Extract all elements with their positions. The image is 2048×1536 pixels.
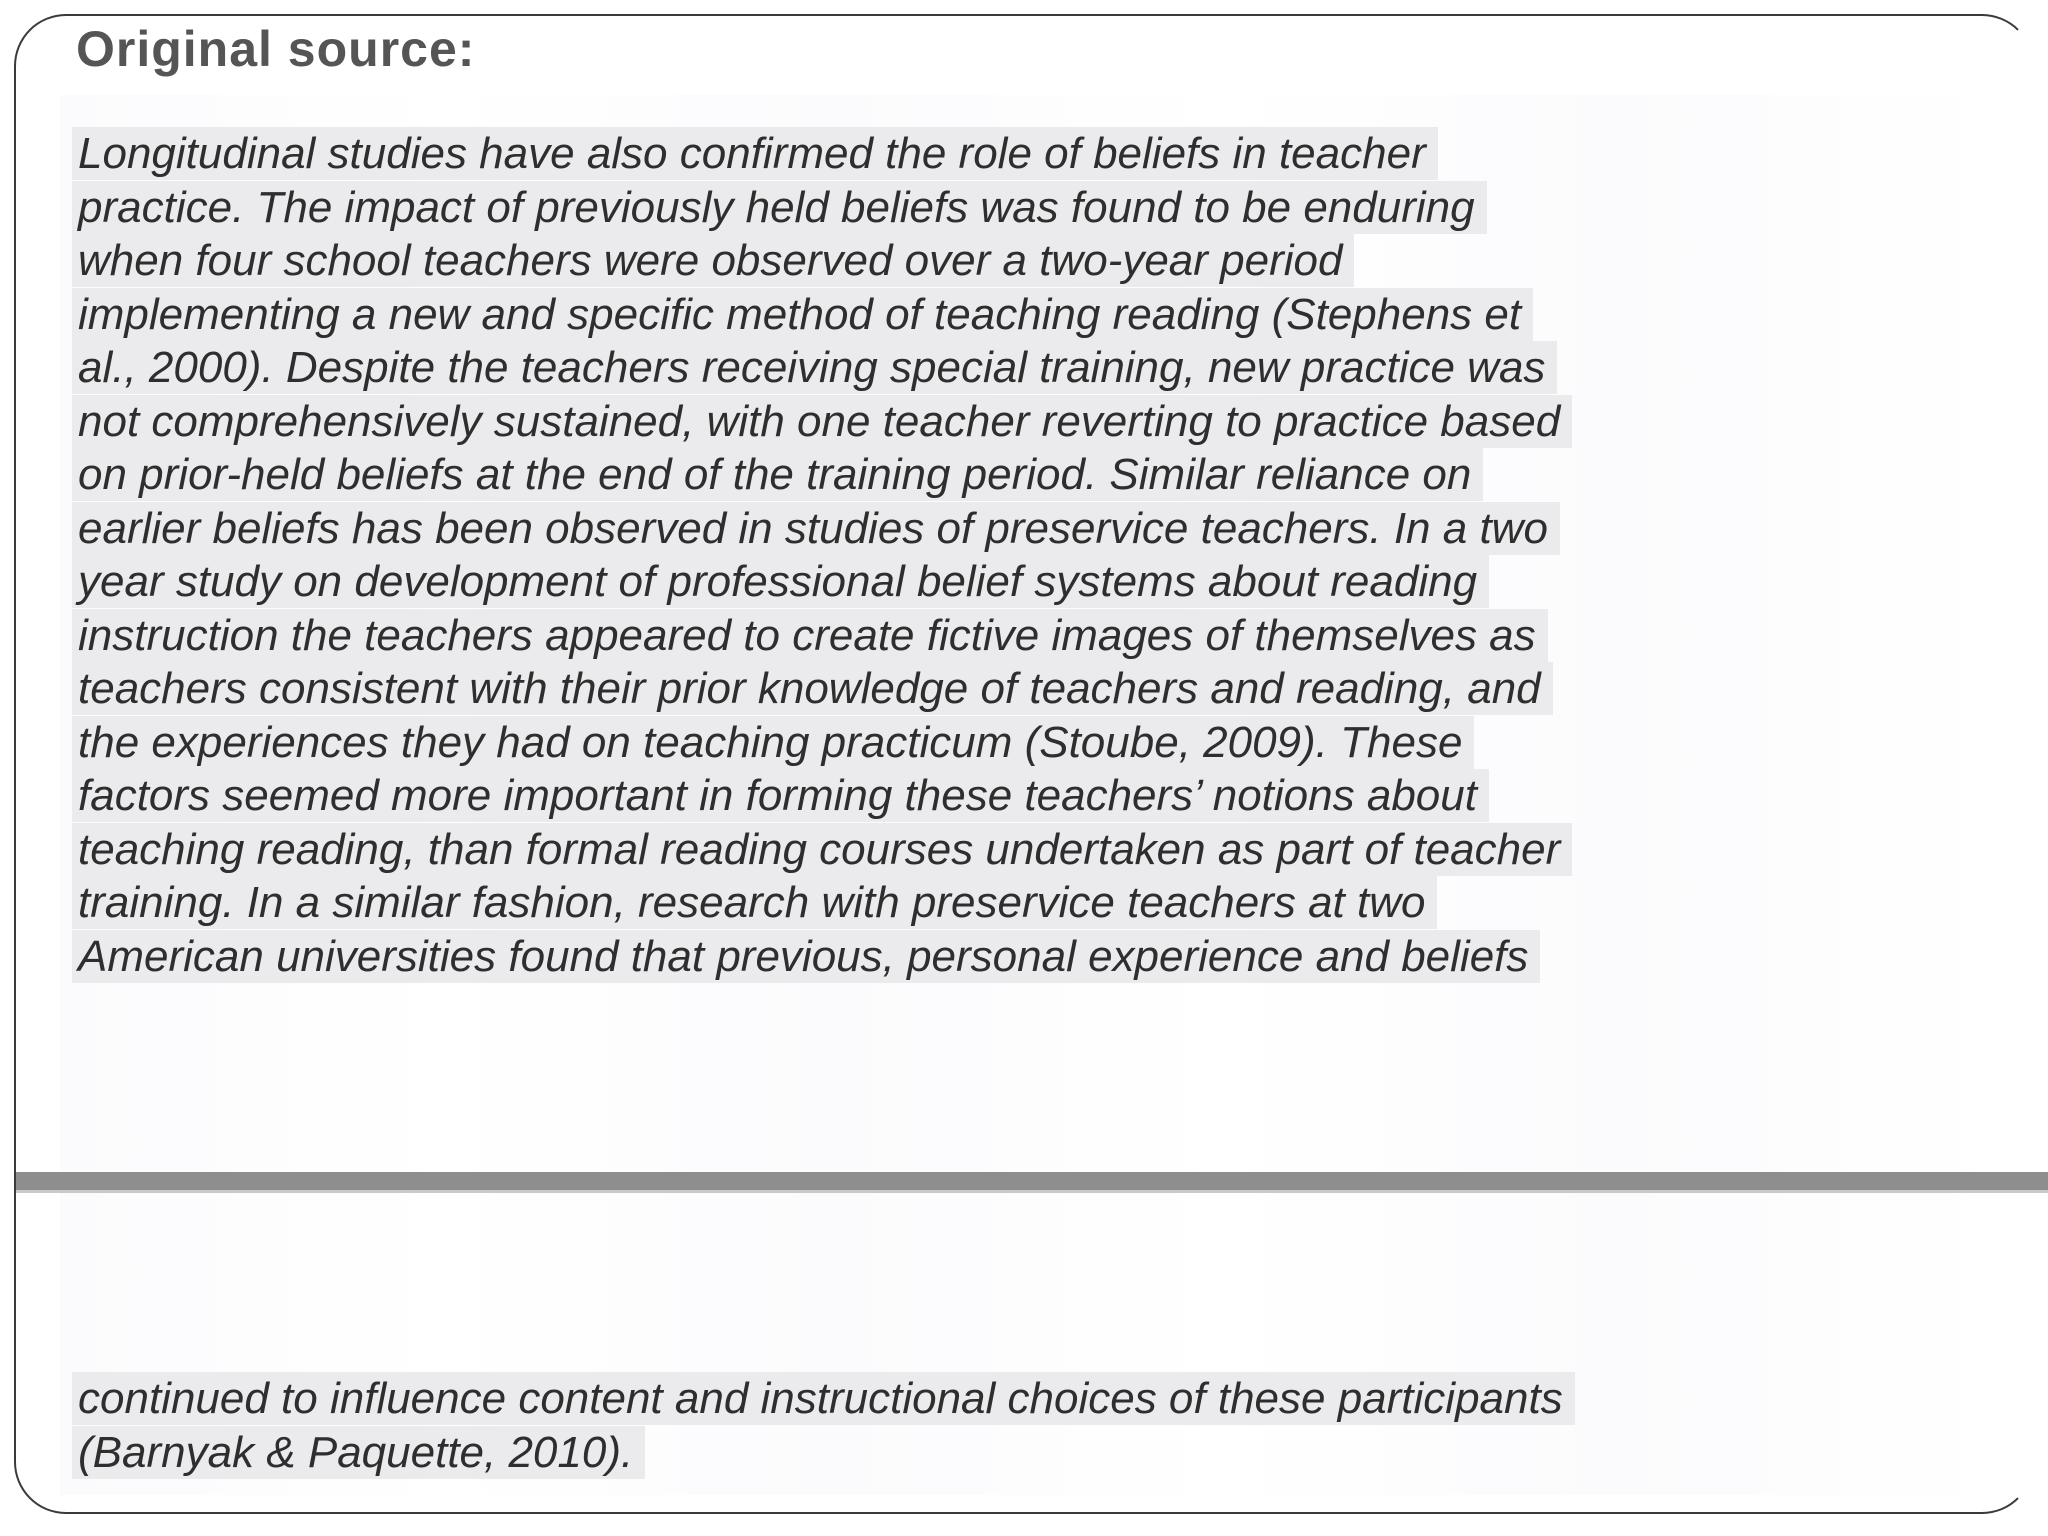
excerpt-line: when four school teachers were observed over a two-year period xyxy=(72,234,2002,288)
excerpt-line: teaching reading, than formal reading courses undertaken as part of teacher xyxy=(72,823,2002,877)
excerpt-line: American universities found that previous, personal experience and beliefs xyxy=(72,930,2002,984)
excerpt-line: the experiences they had on teaching practicum (Stoube, 2009). These xyxy=(72,716,2002,770)
page-break-divider xyxy=(16,1172,2048,1190)
excerpt-line: year study on development of professional belief systems about reading xyxy=(72,555,2002,609)
excerpt-line: (Barnyak & Paquette, 2010). xyxy=(72,1426,2002,1480)
page-title: Original source: xyxy=(76,21,476,77)
page-break-shadow xyxy=(16,1190,2048,1193)
excerpt-line: al., 2000). Despite the teachers receiving special training, new practice was xyxy=(72,341,2002,395)
excerpt-line: instruction the teachers appeared to create fictive images of themselves as xyxy=(72,609,2002,663)
excerpt-line: teachers consistent with their prior knowledge of teachers and reading, and xyxy=(72,662,2002,716)
excerpt-line: factors seemed more important in forming these teachers’ notions about xyxy=(72,769,2002,823)
excerpt-line: on prior-held beliefs at the end of the training period. Similar reliance on xyxy=(72,448,2002,502)
excerpt-line: not comprehensively sustained, with one teacher reverting to practice based xyxy=(72,395,2002,449)
excerpt-line: training. In a similar fashion, research with preservice teachers at two xyxy=(72,876,2002,930)
excerpt-line: earlier beliefs has been observed in studies of preservice teachers. In a two xyxy=(72,502,2002,556)
excerpt-line: Longitudinal studies have also confirmed the role of beliefs in teacher xyxy=(72,127,2002,181)
excerpt-line: implementing a new and specific method of teaching reading (Stephens et xyxy=(72,288,2002,342)
excerpt-line: continued to influence content and instructional choices of these participants xyxy=(72,1372,2002,1426)
excerpt-line: practice. The impact of previously held beliefs was found to be enduring xyxy=(72,181,2002,235)
excerpt-top xyxy=(72,127,2002,983)
excerpt-bottom xyxy=(72,1372,2002,1479)
